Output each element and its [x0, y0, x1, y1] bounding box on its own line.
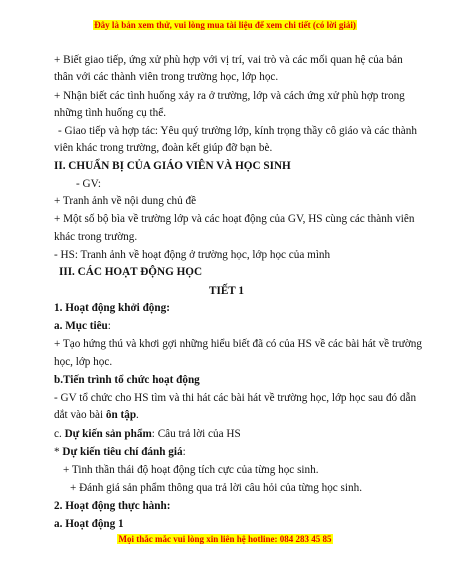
bold-fragment: Dự kiến sản phẩm: [64, 428, 152, 440]
text-line: + Nhận biết các tình huống xảy ra ở trường, lớp và cách ứng xử phù hợp trong: [54, 90, 405, 102]
preview-notice-banner: [0, 20, 450, 30]
text-fragment: .: [136, 409, 139, 421]
text-line: học, lớp học.: [54, 356, 113, 368]
text-line: - HS: Tranh ảnh về hoạt động ở trường học, lớp học của mình: [54, 249, 331, 261]
subsection-heading: b.Tiến trình tổ chức hoạt động: [54, 374, 200, 386]
goal-label: a. Mục tiêu: [54, 320, 108, 332]
subsection-heading: 2. Hoạt động thực hành:: [54, 500, 171, 512]
hotline-text: Mọi thắc mắc vui lòng xin liên hệ hotline: 084 283 45 85: [118, 534, 332, 544]
subsection-heading: [54, 319, 111, 333]
text-line: - Giao tiếp và hợp tác: Yêu quý trường lớp, kính trọng thầy cô giáo và các thành: [58, 125, 417, 137]
text-line: + Tạo hứng thú và khơi gợi những hiểu biết đã có của HS về các bài hát về trường: [54, 338, 422, 350]
text-line: - GV tổ chức cho HS tìm và thi hát các bài hát về trường học, lớp học sau đó dẫn: [54, 392, 417, 404]
text-line: - GV:: [76, 178, 101, 190]
text-fragment: c.: [54, 428, 65, 440]
section-heading: II. CHUẨN BỊ CỦA GIÁO VIÊN VÀ HỌC SINH: [54, 160, 291, 172]
text-line: + Một số bộ bìa về trường lớp và các hoạt động của GV, HS cùng các thành viên: [54, 213, 415, 225]
hotline-banner: [0, 534, 450, 544]
text-line: thân với các thành viên trong trường học, lớp học.: [54, 71, 279, 83]
text-fragment: *: [54, 446, 63, 458]
text-line: + Tinh thần thái độ hoạt động tích cực của từng học sinh.: [63, 464, 319, 476]
preview-notice-text: Đây là bản xem thử, vui lòng mua tài liệu để xem chi tiết (có lời giải): [94, 20, 356, 30]
text-line: + Biết giao tiếp, ứng xử phù hợp với vị trí, vai trò và các mối quan hệ của bản: [54, 54, 403, 66]
lesson-title: TIẾT 1: [209, 285, 244, 297]
subsection-heading: 1. Hoạt động khởi động:: [54, 302, 170, 314]
text-line: những tình huống cụ thể.: [54, 107, 167, 119]
section-heading: III. CÁC HOẠT ĐỘNG HỌC: [59, 266, 203, 278]
bold-fragment: ôn tập: [105, 409, 137, 421]
subsection-heading: a. Hoạt động 1: [54, 518, 124, 530]
text-line: + Đánh giá sản phẩm thông qua trả lời câu hỏi của từng học sinh.: [70, 482, 363, 494]
bold-fragment: Dự kiến tiêu chí đánh giá: [62, 446, 183, 458]
text-line: [54, 445, 186, 459]
text-line: viên khác trong trường, đoàn kết giúp đỡ bạn bè.: [54, 142, 273, 154]
text-line: [54, 408, 139, 422]
text-fragment: : Câu trả lời của HS: [151, 428, 241, 440]
text-fragment: :: [182, 446, 186, 458]
text-line: + Tranh ảnh về nội dung chủ đề: [54, 195, 197, 207]
text-line: [54, 427, 241, 441]
text-fragment: dắt vào bài: [54, 409, 106, 421]
text-line: khác trong trường.: [54, 231, 138, 243]
colon: :: [107, 320, 111, 332]
